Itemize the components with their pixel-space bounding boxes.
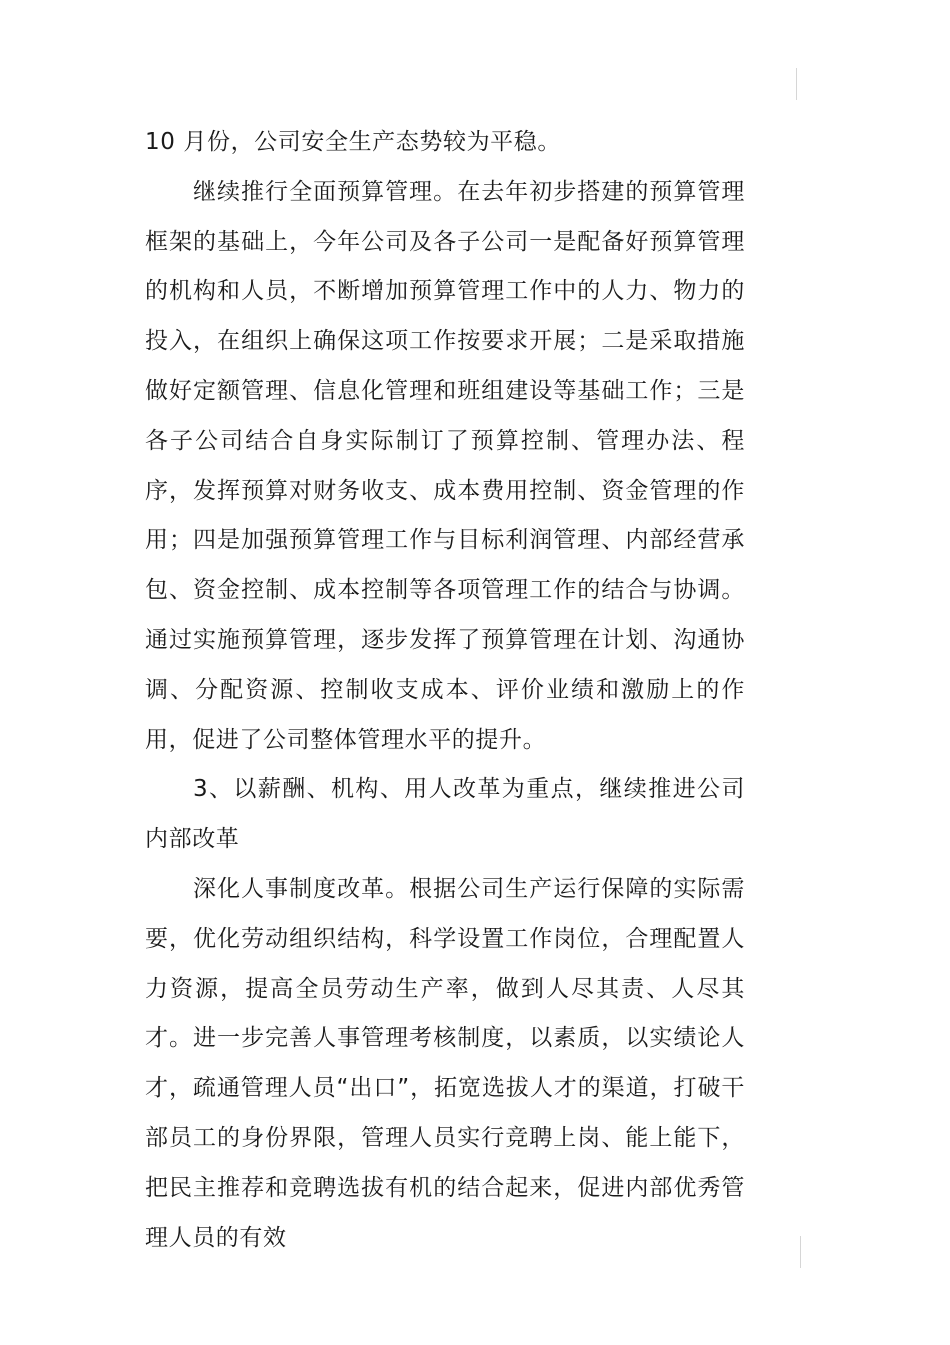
section-heading-reform: 3、以薪酬、机构、用人改革为重点，继续推进公司内部改革 — [145, 776, 745, 853]
paragraph-personnel-reform: 深化人事制度改革。根据公司生产运行保障的实际需要，优化劳动组织结构，科学设置工作岗位，合理配置人力资源，提高全员劳动生产率，做到人尽其责、人尽其才。进一步完善人事管理考核制度，以素质，以实绩论人才，疏通管理人员“出口”，拓宽选拔人才的渠道，打破干部员工的身份界限，管理人员实行竞聘上岗、能上能下，把民主推荐和竞聘选拔有机的结合起来，促进内部优秀管理人员的有效 — [145, 875, 745, 1251]
paragraph-continuation: 10 月份，公司安全生产态势较为平稳。 — [145, 129, 561, 155]
page-edge-mark-top — [796, 68, 797, 100]
page-edge-mark-bottom — [800, 1236, 801, 1268]
document-body — [145, 118, 745, 1263]
paragraph-budget-management: 继续推行全面预算管理。在去年初步搭建的预算管理框架的基础上，今年公司及各子公司一是配备好预算管理的机构和人员，不断增加预算管理工作中的人力、物力的投入，在组织上确保这项工作按要求开展；二是采取措施做好定额管理、信息化管理和班组建设等基础工作；三是各子公司结合自身实际制订了预算控制、管理办法、程序，发挥预算对财务收支、成本费用控制、资金管理的作用；四是加强预算管理工作与目标利润管理、内部经营承包、资金控制、成本控制等各项管理工作的结合与协调。通过实施预算管理，逐步发挥了预算管理在计划、沟通协调、分配资源、控制收支成本、评价业绩和激励上的作用，促进了公司整体管理水平的提升。 — [145, 178, 745, 753]
